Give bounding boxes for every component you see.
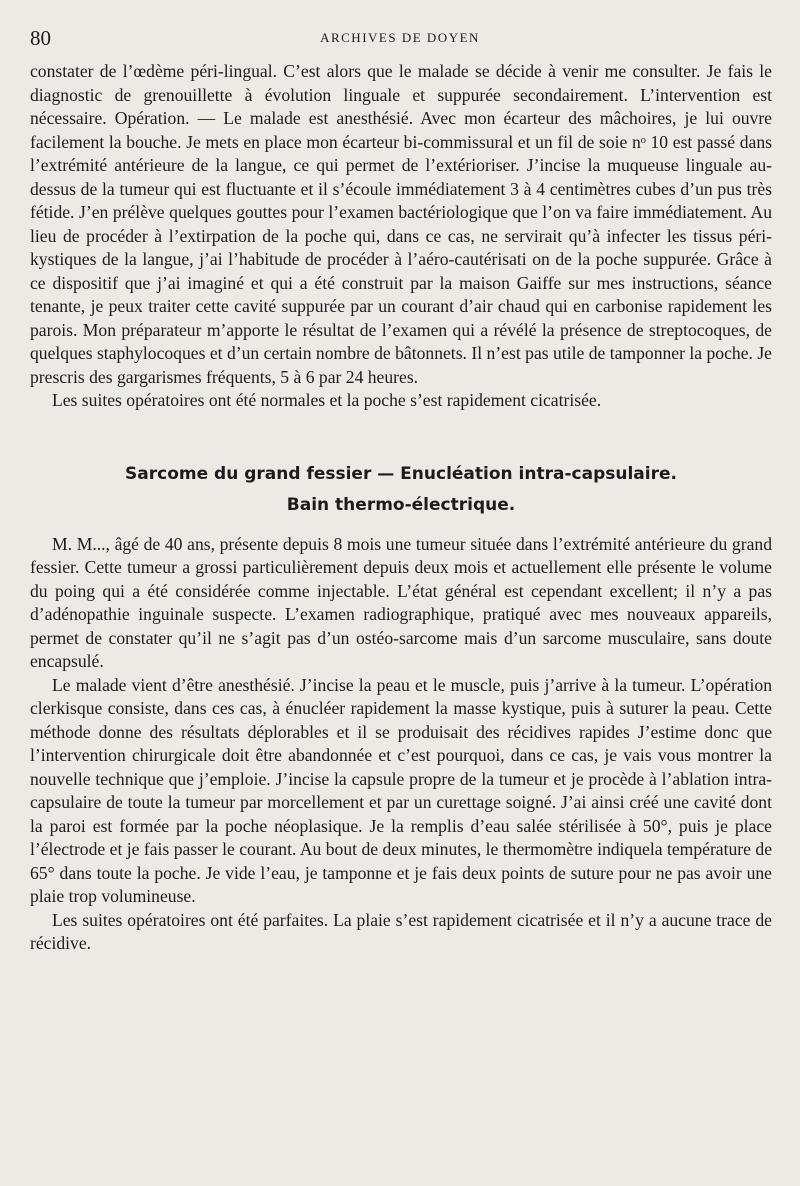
paragraph-case-presentation: M. M..., âgé de 40 ans, présente depuis 8 mois une tumeur située dans l’extrémité antérieure du grand fessier. Cette tumeur a grossi particulièrement depuis deux mois et actuellement elle présente le volume du poing qui a été considérée comme injectable. L’état général est cependant excellent; il n’y a pas d’adénopathie inguinale suspecte. L’examen radiographique, pratiqué avec mes nouveaux appareils, permet de constater qu’il ne s’agit pas d’un ostéo-sarcome mais d’un sarcome musculaire, sans doute encapsulé. <box>30 533 772 671</box>
running-title: ARCHIVES DE DOYEN <box>320 30 480 45</box>
section-heading <box>30 459 772 521</box>
paragraph-postoperative-outcome-2: Les suites opératoires ont été parfaites. La plaie s’est rapidement cicatrisée et il n’y a aucune trace de récidive. <box>30 909 772 953</box>
body-text <box>30 60 772 956</box>
section-heading-line-2: Bain thermo-électrique. <box>286 494 516 515</box>
paragraph-procedure: Le malade vient d’être anesthésié. J’incise la peau et le muscle, puis j’arrive à la tumeur. L’opération clerkisque consiste, dans ces cas, à énucléer rapidement la masse kystique, puis à suturer la peau. Cette méthode donne des résultats déplorables et il se produisait des récidives rapides J’estime donc que l’intervention chirurgicale doit être abandonnée et c’est pourquoi, dans ce cas, je vais vous montrer la nouvelle technique que j’emploie. J’incise la capsule propre de la tumeur et je procède à l’ablation intra-capsulaire de toute la tumeur par morcellement et par un curettage soigné. J’ai ainsi créé une cavité dont la paroi est formée par la poche néoplasique. Je la remplis d’eau salée stérilisée à 50°, puis je place l’électrode et je fais passer le courant. Au bout de deux minutes, le thermomètre indiquela température de 65° dans toute la poche. Je vide l’eau, je tamponne et je fais deux points de suture pour ne pas avoir une plaie trop volumineuse. <box>30 674 772 906</box>
page-number: 80 <box>30 26 51 50</box>
paragraph-operation-continued: constater de l’œdème péri-lingual. C’est alors que le malade se décide à venir me consulter. Je fais le diagnostic de grenouillette à évolution linguale et suppurée secondairement. L’intervention est nécessaire. Opération. — Le malade est anesthésié. Avec mon écarteur des mâchoires, je lui ouvre facilement la bouche. Je mets en place mon écarteur bi-commissural et un fil de soie nᵒ 10 est passé dans l’extrémité antérieure de la langue, ce qui permet de l’extérioriser. J’incise la muqueuse linguale au-dessus de la tumeur qui est fluctuante et il s’écoule immédiatement 3 à 4 centimètres cubes d’un pus très fétide. J’en prélève quelques gouttes pour l’examen bactériologique que l’on va faire immédiatement. Au lieu de procéder à l’extirpation de la poche qui, dans ce cas, ne servirait qu’à infecter les tissus péri-kystiques de la langue, j’ai l’habitude de procéder à l’aéro-cautérisati on de la poche suppurée. Grâce à ce dispositif que j’ai imaginé et qui a été construit par la maison Gaiffe sur mes instructions, séance tenante, je peux traiter cette cavité suppurée par un courant d’air chaud qui en carbonise rapidement les parois. Mon préparateur m’apporte le résultat de l’examen qui a révélé la présence de streptocoques, de quelques staphylocoques et d’un certain nombre de bâtonnets. Il n’est pas utile de tamponner la poche. Je prescris des gargarismes fréquents, 5 à 6 par 24 heures. <box>30 61 772 387</box>
paragraph-postoperative-outcome-1: Les suites opératoires ont été normales et la poche s’est rapidement cicatrisée. <box>52 390 602 410</box>
page-header <box>30 22 770 52</box>
section-heading-line-1: Sarcome du grand fessier — Enucléation intra-capsulaire. <box>125 463 677 484</box>
